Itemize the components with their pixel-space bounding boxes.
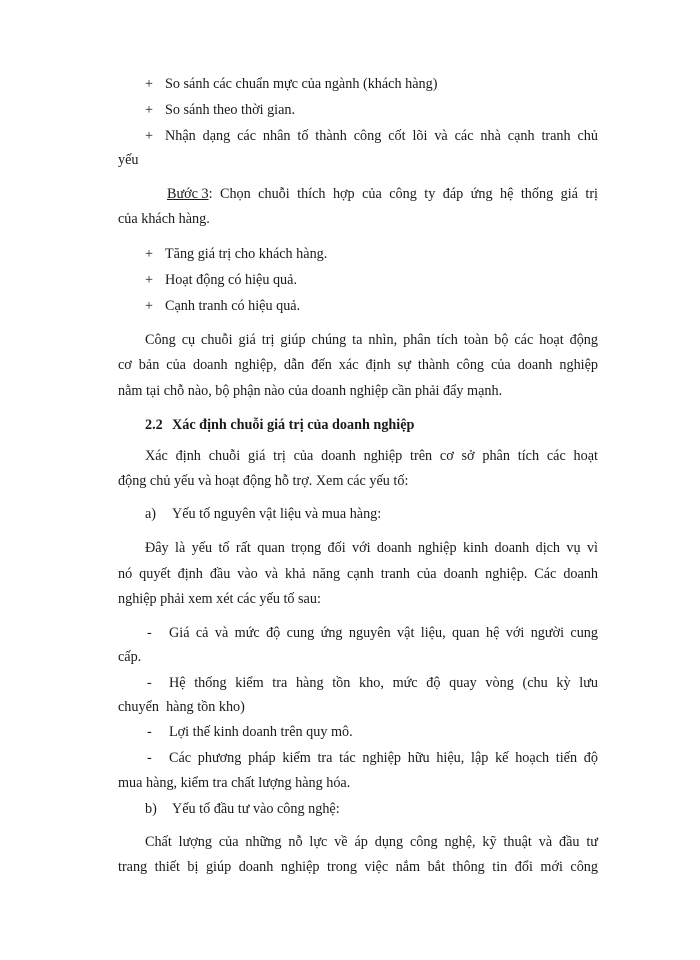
step3-line <box>167 185 598 203</box>
dash-continuation: chuyển hàng tồn kho) <box>118 699 245 715</box>
section-number: 2.2 <box>145 417 163 433</box>
dash-text: Các phương pháp kiểm tra tác nghiệp hữu hiệu, lập kế hoạch tiến độ <box>169 750 598 766</box>
step3-label: Bước 3 <box>167 186 209 202</box>
dash-text: Giá cả và mức độ cung ứng nguyên vật liệu, quan hệ với người cung <box>169 625 598 641</box>
bullet-text: Nhận dạng các nhân tố thành công cốt lõi và các nhà cạnh tranh chủ <box>165 128 598 144</box>
bullet-marker: + <box>145 246 154 262</box>
dash-marker: - <box>147 750 152 766</box>
paragraph-line: Chất lượng của những nỗ lực về áp dụng công nghệ, kỹ thuật và đầu tư <box>145 834 598 850</box>
paragraph-line: Công cụ chuỗi giá trị giúp chúng ta nhìn, phân tích toàn bộ các hoạt động <box>145 332 598 348</box>
bullet-text: So sánh các chuẩn mực của ngành (khách hàng) <box>165 76 438 92</box>
bullet-marker: + <box>145 298 154 314</box>
item-heading: Yếu tố đầu tư vào công nghệ: <box>172 801 340 817</box>
bullet-marker: + <box>145 128 154 144</box>
step3-continuation: của khách hàng. <box>118 211 210 227</box>
dash-marker: - <box>147 675 152 691</box>
paragraph-line: nằm tại chỗ nào, bộ phận nào của doanh nghiệp cần phải đẩy mạnh. <box>118 383 503 399</box>
bullet-text: Cạnh tranh có hiệu quả. <box>165 298 301 314</box>
paragraph-line: trang thiết bị giúp doanh nghiệp trong việc nắm bắt thông tin đổi mới công <box>118 859 598 875</box>
dash-marker: - <box>147 625 152 641</box>
paragraph-line: Xác định chuỗi giá trị của doanh nghiệp trên cơ sở phân tích các hoạt <box>145 448 598 464</box>
item-heading: Yếu tố nguyên vật liệu và mua hàng: <box>172 506 382 522</box>
paragraph-line: cơ bản của doanh nghiệp, dẫn đến xác định sự thành công của doanh nghiệp <box>118 357 598 373</box>
section-title: Xác định chuỗi giá trị của doanh nghiệp <box>172 417 415 433</box>
dash-text: Lợi thế kinh doanh trên quy mô. <box>169 724 353 740</box>
bullet-continuation: yếu <box>118 152 139 168</box>
dash-continuation: cấp. <box>118 649 142 665</box>
dash-text: Hệ thống kiểm tra hàng tồn kho, mức độ quay vòng (chu kỳ lưu <box>169 675 598 691</box>
item-marker: b) <box>145 801 157 817</box>
item-marker: a) <box>145 506 157 522</box>
paragraph-line: Đây là yếu tố rất quan trọng đối với doanh nghiệp kinh doanh dịch vụ vì <box>145 540 598 556</box>
step3-text: : Chọn chuỗi thích hợp của công ty đáp ứng hệ thống giá trị <box>208 186 598 202</box>
bullet-marker: + <box>145 76 154 92</box>
paragraph-line: động chủ yếu và hoạt động hỗ trợ. Xem các yếu tố: <box>118 473 409 489</box>
paragraph-line: nó quyết định đầu vào và khả năng cạnh tranh của doanh nghiệp. Các doanh <box>118 566 598 582</box>
bullet-marker: + <box>145 272 154 288</box>
bullet-text: Tăng giá trị cho khách hàng. <box>165 246 328 262</box>
dash-continuation: mua hàng, kiểm tra chất lượng hàng hóa. <box>118 775 351 791</box>
bullet-text: So sánh theo thời gian. <box>165 102 296 118</box>
dash-marker: - <box>147 724 152 740</box>
bullet-text: Hoạt động có hiệu quả. <box>165 272 297 288</box>
paragraph-line: nghiệp phải xem xét các yếu tố sau: <box>118 591 321 607</box>
bullet-marker: + <box>145 102 154 118</box>
